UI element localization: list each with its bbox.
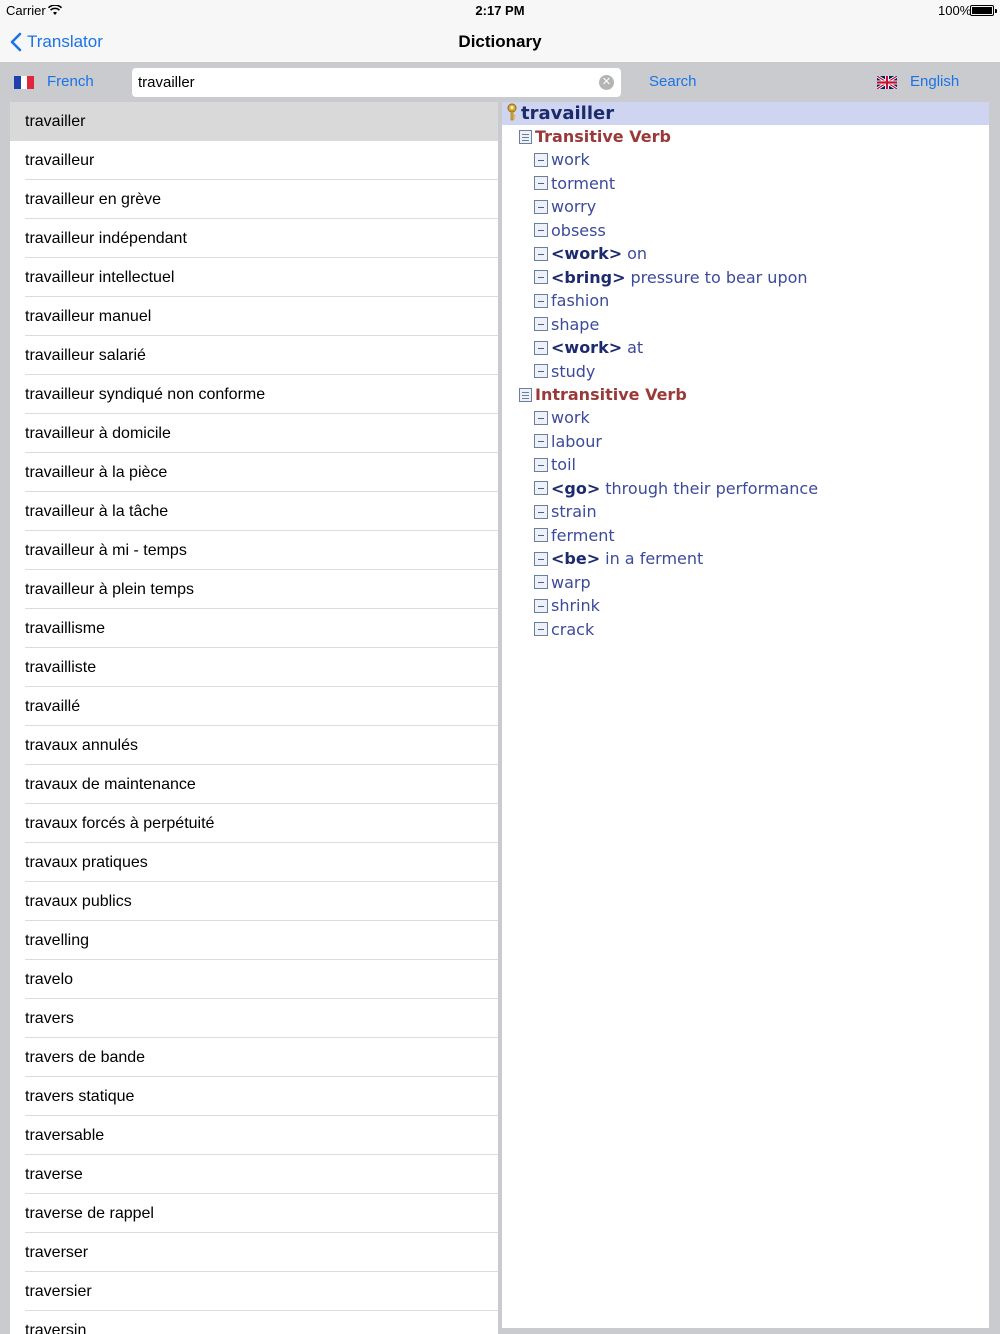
french-flag-icon [14, 76, 34, 89]
status-bar [0, 0, 1000, 22]
clear-icon[interactable]: ✕ [599, 75, 614, 90]
word-list-item[interactable]: travailleur [10, 141, 498, 180]
collapse-icon[interactable] [534, 247, 548, 261]
sense-term: obsess [551, 220, 606, 240]
collapse-icon[interactable] [534, 622, 548, 636]
source-language-button[interactable]: French [47, 73, 94, 90]
sense-item[interactable] [502, 289, 989, 313]
collapse-icon[interactable] [534, 552, 548, 566]
sense-term: shrink [551, 596, 600, 616]
collapse-icon[interactable] [534, 599, 548, 613]
word-list[interactable] [10, 102, 498, 1334]
search-box[interactable] [132, 68, 621, 97]
page-title: Dictionary [458, 32, 542, 51]
sense-term: crack [551, 619, 595, 639]
sense-item[interactable] [502, 219, 989, 243]
word-list-item[interactable]: travailleur manuel [10, 297, 498, 336]
sense-item[interactable] [502, 360, 989, 384]
sense-item[interactable] [502, 148, 989, 172]
sense-detail: in a ferment [605, 549, 704, 569]
word-list-item[interactable]: traverser [10, 1233, 498, 1272]
sense-item[interactable] [502, 618, 989, 642]
sense-item[interactable] [502, 500, 989, 524]
sense-item[interactable] [502, 524, 989, 548]
uk-flag-icon [877, 76, 897, 89]
sense-item[interactable] [502, 313, 989, 337]
sense-item[interactable] [502, 195, 989, 219]
word-list-item[interactable]: travailleur salarié [10, 336, 498, 375]
sense-term: torment [551, 173, 616, 193]
sense-term: <work> [551, 338, 623, 358]
headword: travailler [521, 103, 615, 124]
word-list-item[interactable]: travaux forcés à perpétuité [10, 804, 498, 843]
collapse-icon[interactable] [534, 200, 548, 214]
sense-term: fashion [551, 291, 610, 311]
word-list-item[interactable]: travailleur indépendant [10, 219, 498, 258]
sense-term: toil [551, 455, 576, 475]
sense-detail: on [627, 244, 648, 264]
search-input[interactable] [138, 71, 593, 93]
sense-detail: at [627, 338, 644, 358]
nav-bar [0, 22, 1000, 62]
word-list-item[interactable]: travaillé [10, 687, 498, 726]
sense-term: work [551, 150, 590, 170]
word-list-item[interactable]: travailleur à domicile [10, 414, 498, 453]
word-list-item[interactable]: travelling [10, 921, 498, 960]
clock: 2:17 PM [475, 3, 525, 18]
key-icon [506, 103, 518, 125]
collapse-icon[interactable] [534, 270, 548, 284]
back-button-label: Translator [27, 32, 103, 51]
sense-term: shape [551, 314, 600, 334]
collapse-icon[interactable] [534, 364, 548, 378]
word-list-item[interactable]: travers de bande [10, 1038, 498, 1077]
word-list-item[interactable]: travailleur syndiqué non conforme [10, 375, 498, 414]
sense-item[interactable] [502, 430, 989, 454]
sense-term: study [551, 361, 596, 381]
sense-term: <be> [551, 549, 601, 569]
part-of-speech-label: Intransitive Verb [535, 385, 687, 404]
collapse-icon[interactable] [534, 411, 548, 425]
battery-percent: 100% [938, 3, 972, 18]
sense-item[interactable] [502, 336, 989, 360]
word-list-item[interactable]: travaillisme [10, 609, 498, 648]
sense-item[interactable] [502, 172, 989, 196]
word-list-item[interactable]: travaux publics [10, 882, 498, 921]
collapse-icon[interactable] [534, 341, 548, 355]
sense-item[interactable] [502, 547, 989, 571]
word-list-item[interactable]: travailliste [10, 648, 498, 687]
sense-term: <go> [551, 478, 601, 498]
word-list-item[interactable]: travailleur à plein temps [10, 570, 498, 609]
word-list-item[interactable]: travaux pratiques [10, 843, 498, 882]
word-list-item[interactable]: traversin [10, 1311, 498, 1334]
word-list-item[interactable]: travailler [10, 102, 498, 141]
word-list-item[interactable]: travailleur à mi - temps [10, 531, 498, 570]
word-list-item[interactable]: traversable [10, 1116, 498, 1155]
word-list-item[interactable]: travaux annulés [10, 726, 498, 765]
word-list-item[interactable]: travailleur à la tâche [10, 492, 498, 531]
document-icon [519, 130, 532, 144]
collapse-icon[interactable] [534, 528, 548, 542]
collapse-icon[interactable] [534, 294, 548, 308]
sense-item[interactable] [502, 406, 989, 430]
sense-item[interactable] [502, 266, 989, 290]
sense-term: warp [551, 572, 591, 592]
sense-term: labour [551, 431, 602, 451]
definition-groups [502, 125, 989, 641]
collapse-icon[interactable] [534, 434, 548, 448]
word-list-item[interactable]: traverse de rappel [10, 1194, 498, 1233]
word-list-item[interactable]: travers [10, 999, 498, 1038]
sense-item[interactable] [502, 453, 989, 477]
part-of-speech-row [502, 383, 989, 406]
word-list-item[interactable]: travailleur en grève [10, 180, 498, 219]
word-list-item[interactable]: travailleur à la pièce [10, 453, 498, 492]
sense-item[interactable] [502, 571, 989, 595]
word-list-item[interactable]: travers statique [10, 1077, 498, 1116]
definition-panel [502, 102, 989, 1328]
sense-item[interactable] [502, 477, 989, 501]
sense-item[interactable] [502, 594, 989, 618]
collapse-icon[interactable] [534, 458, 548, 472]
sense-detail: pressure to bear upon [630, 267, 808, 287]
sense-term: worry [551, 197, 597, 217]
collapse-icon[interactable] [534, 575, 548, 589]
collapse-icon[interactable] [534, 505, 548, 519]
collapse-icon[interactable] [534, 223, 548, 237]
document-icon [519, 388, 532, 402]
collapse-icon[interactable] [534, 176, 548, 190]
word-list-item[interactable]: travailleur intellectuel [10, 258, 498, 297]
search-button[interactable]: Search [649, 73, 697, 90]
word-list-item[interactable]: travaux de maintenance [10, 765, 498, 804]
sense-term: <bring> [551, 267, 626, 287]
sense-term: work [551, 408, 590, 428]
part-of-speech-row [502, 125, 989, 148]
word-list-item[interactable]: traversier [10, 1272, 498, 1311]
collapse-icon[interactable] [534, 317, 548, 331]
target-language-button[interactable]: English [910, 73, 960, 90]
carrier-label: Carrier [6, 3, 46, 18]
sense-detail: through their performance [605, 478, 819, 498]
headword-row [502, 102, 989, 125]
collapse-icon[interactable] [534, 481, 548, 495]
sense-term: strain [551, 502, 597, 522]
word-list-item[interactable]: traverse [10, 1155, 498, 1194]
sense-term: <work> [551, 244, 623, 264]
battery-icon [970, 5, 994, 16]
sense-term: ferment [551, 525, 615, 545]
search-toolbar [0, 62, 1000, 102]
sense-item[interactable] [502, 242, 989, 266]
collapse-icon[interactable] [534, 153, 548, 167]
part-of-speech-label: Transitive Verb [535, 127, 671, 146]
word-list-item[interactable]: travelo [10, 960, 498, 999]
